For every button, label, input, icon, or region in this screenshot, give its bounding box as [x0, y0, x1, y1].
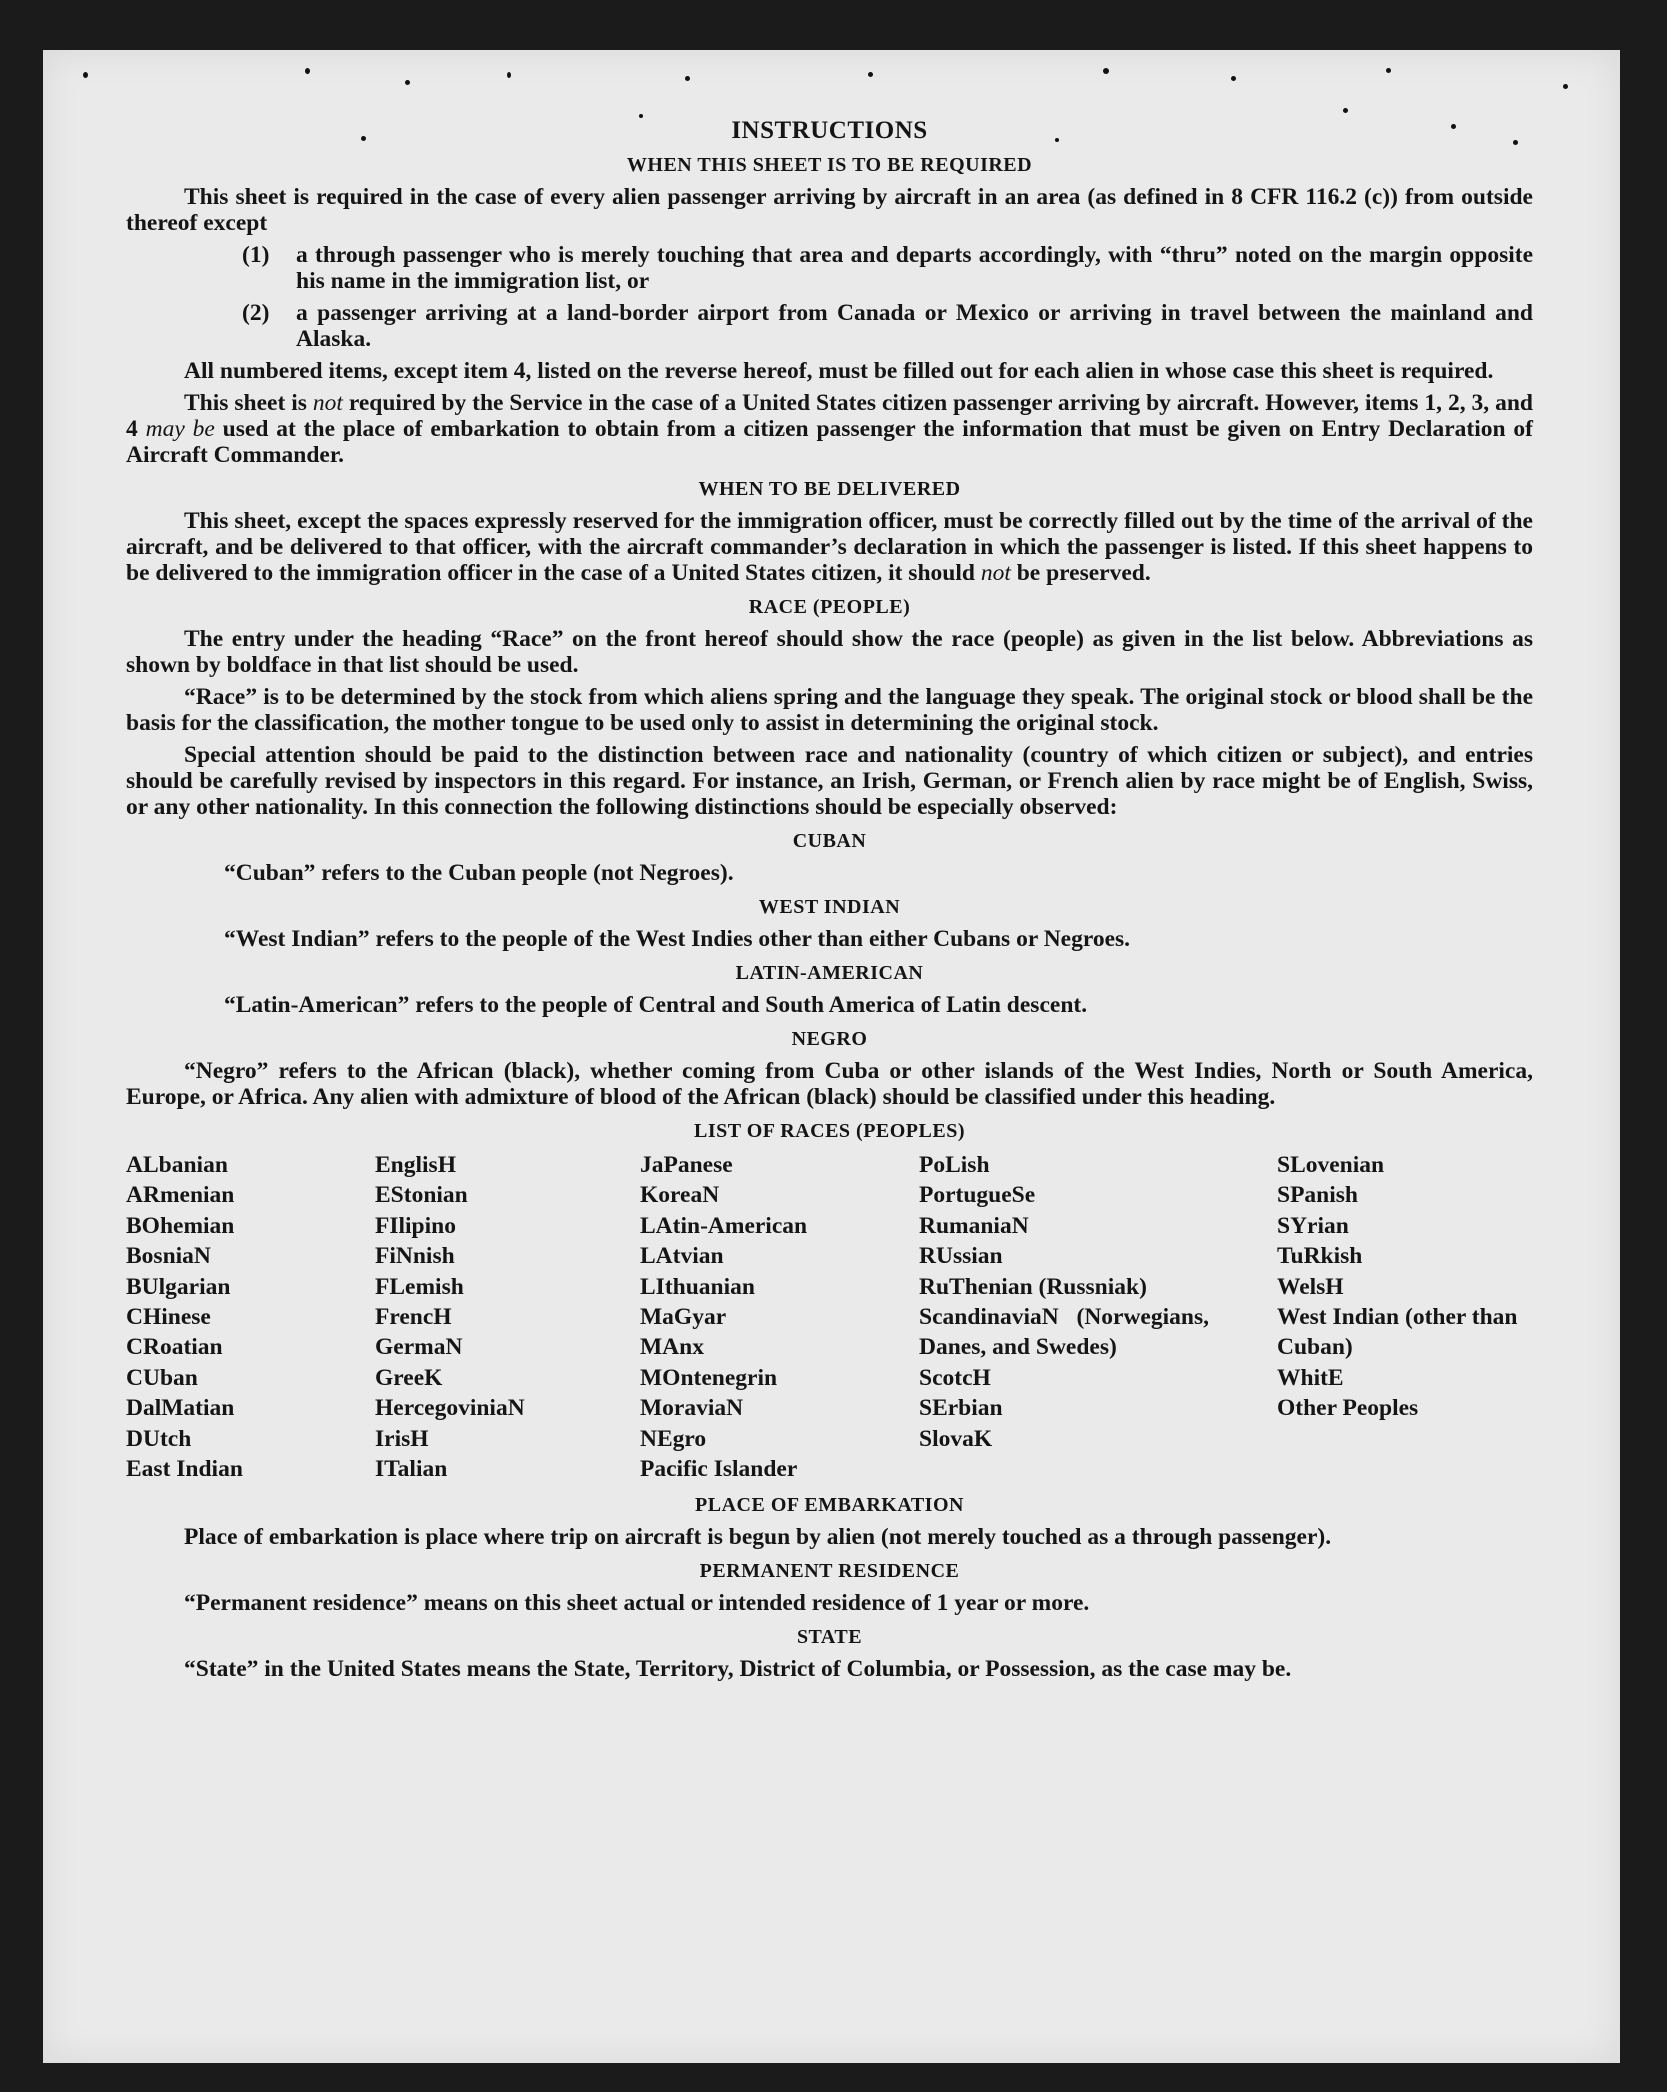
race-item: RUssian: [919, 1243, 1003, 1270]
race-item: PoLish: [919, 1152, 990, 1178]
heading-latin-american: LATIN-AMERICAN: [735, 962, 924, 984]
race-item: DUtch: [126, 1425, 192, 1452]
race-item: ScotcH: [919, 1364, 991, 1391]
exception-number: (1): [242, 242, 270, 268]
race-item: RumaniaN: [919, 1212, 1029, 1239]
race-item: SPanish: [1277, 1182, 1358, 1209]
text-run: required by the Service in the case of a United States citizen passenger arriving by aircraft. However, items 1, 2, 3, and 4: [126, 390, 1534, 442]
instructions-title: INSTRUCTIONS: [731, 117, 928, 144]
races-column-5: [1277, 1150, 1533, 1484]
paragraph-when-delivered: [126, 508, 1533, 586]
heading-state: STATE: [796, 1626, 863, 1649]
race-item: GreeK: [375, 1364, 443, 1391]
race-item: CHinese: [126, 1304, 211, 1331]
race-item: SErbian: [919, 1395, 1003, 1422]
paragraph-race-stock: “Race” is to be determined by the stock from which aliens spring and the language they speak. The original stock or blood shall be the basis for the classification, the mother tongue to be used only to assist in determining the original stock.: [126, 684, 1533, 736]
race-item: DalMatian: [126, 1395, 235, 1422]
race-item: Pacific Islander: [640, 1456, 798, 1483]
heading-when-required: WHEN THIS SHEET IS TO BE REQUIRED: [626, 154, 1033, 176]
heading-permanent-residence: PERMANENT RESIDENCE: [699, 1560, 960, 1583]
text-run: used at the place of embarkation to obtain from a citizen passenger the information that must be given on Entry Declaration of Aircraft Commander.: [126, 416, 1534, 468]
race-item: KoreaN: [640, 1182, 720, 1209]
race-item: SLovenian: [1277, 1152, 1385, 1178]
heading-place-of-embarkation: PLACE OF EMBARKATION: [695, 1494, 964, 1517]
race-item: SlovaK: [919, 1425, 993, 1452]
paragraph-state: “State” in the United States means the State, Territory, District of Columbia, or Possession, as the case may be.: [184, 1656, 1292, 1683]
italic-run: not: [980, 560, 1011, 586]
exception-item-1: [126, 242, 1533, 294]
race-item: GermaN: [375, 1334, 463, 1361]
race-item: WhitE: [1277, 1364, 1344, 1391]
heading-list-of-races: LIST OF RACES (PEOPLES): [693, 1120, 965, 1142]
race-item: MoraviaN: [640, 1395, 744, 1422]
race-item: TuRkish: [1277, 1243, 1363, 1270]
document-sheet: [43, 50, 1620, 2063]
race-item: ScandinaviaN (Norwegians, Danes, and Swedes): [919, 1304, 1209, 1361]
exception-item-2: [126, 300, 1533, 352]
italic-run: not: [312, 390, 343, 416]
text-run: This sheet, except the spaces expressly reserved for the immigration officer, must be correctly filled out by the time of the arrival of the aircraft, and be delivered to that officer, with the aircraft commander’s declaration in which the passenger is listed. If this sheet happens to be delivered to the immigration officer in the case of a United States citizen, it should: [126, 508, 1533, 586]
paragraph-west-indian: “West Indian” refers to the people of the West Indies other than either Cubans or Negroes.: [224, 926, 1131, 952]
race-item: BUlgarian: [126, 1273, 231, 1300]
race-item: FiNnish: [375, 1243, 455, 1270]
heading-cuban: CUBAN: [792, 830, 867, 852]
heading-race: RACE (PEOPLE): [748, 596, 911, 618]
race-item: MaGyar: [640, 1304, 727, 1331]
paragraph-cuban: “Cuban” refers to the Cuban people (not Negroes).: [224, 860, 734, 886]
races-column-3: [640, 1150, 919, 1484]
race-item: LAtin-American: [640, 1212, 808, 1239]
races-column-4: [919, 1150, 1277, 1484]
heading-west-indian: WEST INDIAN: [758, 896, 901, 918]
race-item: RuThenian (Russniak): [919, 1273, 1147, 1300]
text-run: be preserved.: [1010, 560, 1151, 586]
race-item: MAnx: [640, 1334, 704, 1361]
race-item: EnglisH: [375, 1152, 456, 1178]
paragraph-race-entry: The entry under the heading “Race” on the front hereof should show the race (people) as given in the list below. Abbreviations as shown by boldface in that list should be used.: [126, 626, 1533, 678]
paragraph-place-of-embarkation: Place of embarkation is place where trip on aircraft is begun by alien (not merely touched as a through passenger).: [184, 1524, 1332, 1551]
race-item: FrencH: [375, 1304, 452, 1331]
race-item: CRoatian: [126, 1334, 223, 1361]
paragraph-negro: “Negro” refers to the African (black), whether coming from Cuba or other islands of the West Indies, North or South America, Europe, or Africa. Any alien with admixture of blood of the African (black) should be classified under this heading.: [126, 1058, 1533, 1110]
paragraph-numbered-items: All numbered items, except item 4, listed on the reverse hereof, must be filled out for each alien in whose case this sheet is required.: [184, 358, 1494, 384]
paragraph-latin-american: “Latin-American” refers to the people of Central and South America of Latin descent.: [224, 992, 1088, 1018]
race-item: West Indian (other than Cuban): [1277, 1304, 1518, 1361]
paragraph-permanent-residence: “Permanent residence” means on this sheet actual or intended residence of 1 year or more.: [184, 1590, 1090, 1617]
races-list: [126, 1150, 1533, 1484]
races-column-2: [375, 1150, 640, 1484]
exception-number: (2): [242, 300, 270, 326]
race-item: JaPanese: [640, 1152, 733, 1178]
race-item: East Indian: [126, 1456, 243, 1483]
italic-run: may be: [145, 416, 215, 442]
race-item: ALbanian: [126, 1152, 228, 1178]
race-item: LAtvian: [640, 1243, 724, 1270]
race-item: LIthuanian: [640, 1273, 755, 1300]
race-item: WelsH: [1277, 1273, 1344, 1300]
heading-negro: NEGRO: [791, 1028, 868, 1050]
paragraph-when-required-intro: This sheet is required in the case of every alien passenger arriving by aircraft in an area (as defined in 8 CFR 116.2 (c)) from outside thereof except: [126, 184, 1533, 236]
race-item: FIlipino: [375, 1212, 456, 1239]
race-item: CUban: [126, 1364, 198, 1391]
exception-text: a passenger arriving at a land-border airport from Canada or Mexico or arriving in travel between the mainland and Alaska.: [296, 300, 1533, 352]
race-item: ITalian: [375, 1456, 448, 1483]
heading-when-delivered: WHEN TO BE DELIVERED: [698, 478, 961, 500]
instructions-content: [126, 118, 1533, 1688]
race-item: BOhemian: [126, 1212, 235, 1239]
race-item: BosniaN: [126, 1243, 211, 1270]
paragraph-citizen-passenger: [126, 390, 1533, 468]
race-item: IrisH: [375, 1425, 429, 1452]
race-item: Other Peoples: [1277, 1395, 1419, 1422]
race-item: PortugueSe: [919, 1182, 1036, 1209]
race-item: EStonian: [375, 1182, 468, 1209]
race-item: HercegoviniaN: [375, 1395, 525, 1422]
races-column-1: [126, 1150, 375, 1484]
text-run: This sheet is: [184, 390, 313, 416]
exception-text: a through passenger who is merely touching that area and departs accordingly, with “thru” noted on the margin opposite his name in the immigration list, or: [296, 242, 1533, 294]
paragraph-race-nationality: Special attention should be paid to the distinction between race and nationality (country of which citizen or subject), and entries should be carefully revised by inspectors in this regard. For instance, an Irish, German, or French alien by race might be of English, Swiss, or any other nationality. In this connection the following distinctions should be especially observed:: [126, 742, 1533, 820]
race-item: MOntenegrin: [640, 1364, 778, 1391]
race-item: ARmenian: [126, 1182, 235, 1209]
race-item: SYrian: [1277, 1212, 1349, 1239]
race-item: NEgro: [640, 1425, 707, 1452]
race-item: FLemish: [375, 1273, 464, 1300]
